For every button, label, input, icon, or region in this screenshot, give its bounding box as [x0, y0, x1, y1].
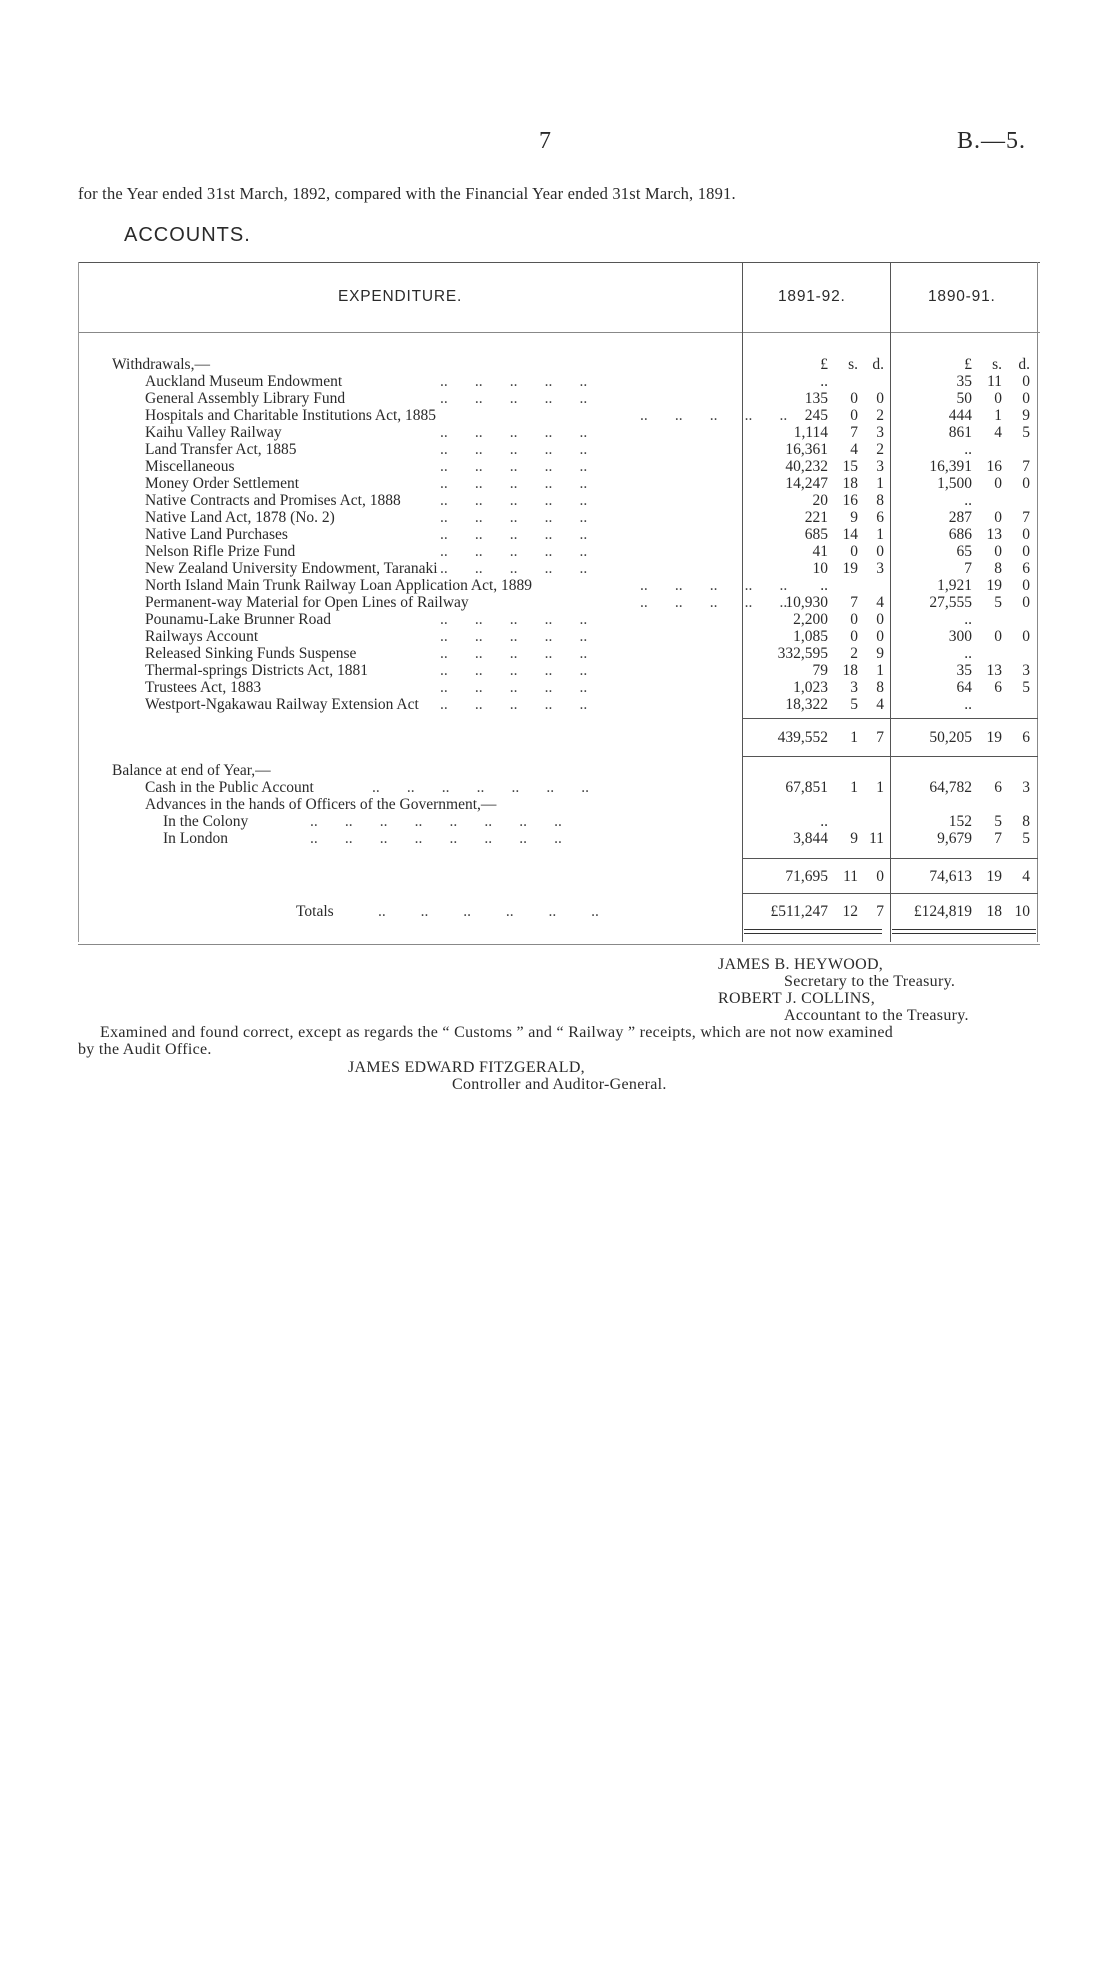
- balance-heading: Balance at end of Year,—: [112, 762, 271, 779]
- table-caption: for the Year ended 31st March, 1892, compared with the Financial Year ended 31st March, 1891.: [78, 184, 736, 203]
- cell-pence-1891: 2: [876, 407, 884, 424]
- cell-pounds-1890: 16,391: [929, 458, 972, 475]
- cell-shillings-1890: 13: [986, 662, 1002, 679]
- cell-pounds-1890: 861: [948, 424, 972, 441]
- row-label: Thermal-springs Districts Act, 1881: [145, 662, 368, 679]
- cell-pence-1891: 9: [876, 645, 884, 662]
- cell-shillings-1890: 19: [986, 577, 1002, 594]
- totals-row: [0, 903, 1114, 920]
- leader-dots: .. .. .. .. .. .. .. ..: [310, 813, 562, 830]
- advances-row: [0, 796, 1114, 813]
- pence-unit: d.: [872, 356, 884, 373]
- table-row: [0, 560, 1114, 577]
- cell-pence-1890: 5: [1022, 424, 1030, 441]
- cell-pounds-1891: 79: [812, 662, 828, 679]
- totals-top-rule: [742, 893, 1038, 894]
- cell-pounds-1890: 444: [948, 407, 972, 424]
- cell-pence-1891: 1: [876, 526, 884, 543]
- expenditure-header: EXPENDITURE.: [338, 288, 463, 305]
- cell-shillings-1891: 5: [850, 696, 858, 713]
- pound-unit: £: [820, 356, 828, 373]
- cell-pounds-1891: 41: [812, 543, 828, 560]
- subtotal-pounds-1890: 50,205: [929, 729, 972, 746]
- cell-pence-1891: 4: [876, 696, 884, 713]
- cell-pence-1890: 0: [1022, 543, 1030, 560]
- balance-shillings-1891: 11: [843, 868, 858, 885]
- row-label: North Island Main Trunk Railway Loan Application Act, 1889: [145, 577, 533, 594]
- cell-pounds-1890: 1,921: [937, 577, 972, 594]
- cell-shillings-1891: 2: [850, 645, 858, 662]
- leader-dots: .. .. .. .. ..: [640, 577, 788, 594]
- leader-dots: .. .. .. .. ..: [440, 475, 588, 492]
- leader-dots: .. .. .. .. ..: [440, 492, 588, 509]
- cell-pence-1891: 8: [876, 679, 884, 696]
- cash-label: Cash in the Public Account: [145, 779, 314, 796]
- table-row: [0, 662, 1114, 679]
- cell-pence-1891: 3: [876, 560, 884, 577]
- subtotal-shillings-1890: 19: [986, 729, 1002, 746]
- row-label: New Zealand University Endowment, Taranaki: [145, 560, 438, 577]
- totals-pence-1891: 7: [876, 903, 884, 920]
- colony-label: In the Colony: [163, 813, 249, 830]
- cash-row: [0, 779, 1114, 796]
- cell-pence-1890: 5: [1022, 679, 1030, 696]
- row-label: Pounamu-Lake Brunner Road: [145, 611, 331, 628]
- subtotal-pence-1890: 6: [1022, 729, 1030, 746]
- cell-pounds-1891: ..: [820, 577, 828, 594]
- cash-shillings-1891: 1: [850, 779, 858, 796]
- row-label: Land Transfer Act, 1885: [145, 441, 297, 458]
- cell-pence-1890: 0: [1022, 390, 1030, 407]
- table-row: [0, 407, 1114, 424]
- balance-shillings-1890: 19: [986, 868, 1002, 885]
- row-label: Nelson Rifle Prize Fund: [145, 543, 296, 560]
- leader-dots: .. .. .. .. ..: [440, 696, 588, 713]
- totals-pounds-1891: £511,247: [770, 903, 828, 920]
- cell-shillings-1890: 16: [986, 458, 1002, 475]
- subtotal-pounds-1891: 439,552: [777, 729, 828, 746]
- leader-dots: .. .. .. .. ..: [440, 390, 588, 407]
- cell-pence-1891: 4: [876, 594, 884, 611]
- cell-shillings-1890: 0: [994, 475, 1002, 492]
- cell-pounds-1891: 20: [812, 492, 828, 509]
- colony-pence-1890: 8: [1022, 813, 1030, 830]
- cell-pence-1891: 8: [876, 492, 884, 509]
- row-label: Permanent-way Material for Open Lines of Railway: [145, 594, 469, 611]
- cell-pounds-1890: 50: [956, 390, 972, 407]
- cell-pence-1890: 0: [1022, 594, 1030, 611]
- leader-dots: .. .. .. .. .. .. .. ..: [310, 830, 562, 847]
- table-row: [0, 526, 1114, 543]
- balance-subtotal-row: [0, 868, 1114, 885]
- withdrawals-subtotal-row: [0, 729, 1114, 746]
- cell-pounds-1890: 35: [956, 662, 972, 679]
- audit-note-line-1: Examined and found correct, except as regards the “ Customs ” and “ Railway ” receipts, which are not now examined: [100, 1024, 894, 1041]
- subtotal-rule: [742, 718, 1038, 719]
- london-shillings-1890: 7: [994, 830, 1002, 847]
- cell-shillings-1891: 16: [842, 492, 858, 509]
- row-label: Native Land Purchases: [145, 526, 288, 543]
- cell-shillings-1891: 7: [850, 424, 858, 441]
- cell-pounds-1890: ..: [964, 696, 972, 713]
- cell-pence-1891: 2: [876, 441, 884, 458]
- row-label: Railways Account: [145, 628, 259, 645]
- cell-pence-1890: 0: [1022, 475, 1030, 492]
- leader-dots: .. .. .. .. ..: [440, 509, 588, 526]
- cell-shillings-1890: 0: [994, 628, 1002, 645]
- cash-pounds-1891: 67,851: [785, 779, 828, 796]
- cell-pence-1891: 6: [876, 509, 884, 526]
- cell-pounds-1891: 2,200: [793, 611, 828, 628]
- cell-pence-1890: 0: [1022, 373, 1030, 390]
- table-row: [0, 390, 1114, 407]
- colony-row: [0, 813, 1114, 830]
- balance-pounds-1891: 71,695: [785, 868, 828, 885]
- colony-pounds-1890: 152: [948, 813, 972, 830]
- row-label: Trustees Act, 1883: [145, 679, 262, 696]
- row-label: Native Contracts and Promises Act, 1888: [145, 492, 401, 509]
- subtotal-bottom-rule: [742, 756, 1038, 757]
- balance-pence-1891: 0: [876, 868, 884, 885]
- london-pence-1891: 11: [869, 830, 884, 847]
- leader-dots: .. .. .. .. ..: [440, 560, 588, 577]
- leader-dots: .. .. .. .. ..: [440, 645, 588, 662]
- table-row: [0, 696, 1114, 713]
- row-label: Kaihu Valley Railway: [145, 424, 282, 441]
- totals-label: Totals: [296, 903, 334, 920]
- row-label: Hospitals and Charitable Institutions Act, 1885: [145, 407, 437, 424]
- leader-dots: .. .. .. .. ..: [640, 407, 788, 424]
- cell-shillings-1890: 0: [994, 509, 1002, 526]
- cell-pounds-1890: 27,555: [929, 594, 972, 611]
- subtotal-pence-1891: 7: [876, 729, 884, 746]
- cell-pence-1891: 3: [876, 458, 884, 475]
- section-title: ACCOUNTS.: [124, 224, 251, 246]
- table-bottom-rule: [78, 944, 1040, 945]
- cell-shillings-1891: 0: [850, 407, 858, 424]
- leader-dots: .. .. .. .. ..: [440, 679, 588, 696]
- leader-dots: .. .. .. .. ..: [440, 373, 588, 390]
- cell-shillings-1891: 0: [850, 543, 858, 560]
- table-row: [0, 628, 1114, 645]
- signatory-2-title: Accountant to the Treasury.: [784, 1007, 969, 1024]
- cell-shillings-1890: 5: [994, 594, 1002, 611]
- cell-shillings-1890: 6: [994, 679, 1002, 696]
- cell-pence-1891: 1: [876, 475, 884, 492]
- balance-heading-row: [0, 762, 1114, 779]
- leader-dots: .. .. .. .. ..: [440, 662, 588, 679]
- cell-pence-1890: 7: [1022, 509, 1030, 526]
- table-top-rule: [78, 262, 1040, 263]
- cell-pence-1890: 0: [1022, 628, 1030, 645]
- cell-shillings-1891: 18: [842, 662, 858, 679]
- table-row: [0, 594, 1114, 611]
- cell-pounds-1890: 1,500: [937, 475, 972, 492]
- table-row: [0, 441, 1114, 458]
- cell-pence-1891: 0: [876, 543, 884, 560]
- cell-shillings-1891: 18: [842, 475, 858, 492]
- row-label: Released Sinking Funds Suspense: [145, 645, 357, 662]
- document-reference: B.—5.: [956, 128, 1026, 154]
- leader-dots: .. .. .. .. ..: [640, 594, 788, 611]
- unit-header-row: [0, 356, 1114, 373]
- cell-pounds-1890: 287: [948, 509, 972, 526]
- year-1891-92-header: 1891-92.: [778, 288, 846, 305]
- cell-shillings-1890: 4: [994, 424, 1002, 441]
- year-1890-91-header: 1890-91.: [928, 288, 996, 305]
- cell-pounds-1891: 14,247: [785, 475, 828, 492]
- cell-pence-1891: 0: [876, 628, 884, 645]
- row-label: General Assembly Library Fund: [145, 390, 346, 407]
- table-row: [0, 543, 1114, 560]
- totals-shillings-1890: 18: [986, 903, 1002, 920]
- cell-pence-1890: 6: [1022, 560, 1030, 577]
- cell-shillings-1891: 14: [842, 526, 858, 543]
- balance-subtotal-rule: [742, 858, 1038, 859]
- table-row: [0, 458, 1114, 475]
- cell-pounds-1891: 16,361: [785, 441, 828, 458]
- cell-pounds-1890: ..: [964, 441, 972, 458]
- subtotal-shillings-1891: 1: [850, 729, 858, 746]
- shilling-unit: s.: [848, 356, 858, 373]
- london-pence-1890: 5: [1022, 830, 1030, 847]
- row-label: Money Order Settlement: [145, 475, 300, 492]
- cell-pounds-1890: 64: [956, 679, 972, 696]
- cell-pounds-1891: 10,930: [785, 594, 828, 611]
- cell-pounds-1890: ..: [964, 645, 972, 662]
- cell-pence-1890: 3: [1022, 662, 1030, 679]
- cell-pounds-1890: ..: [964, 492, 972, 509]
- cell-pence-1890: 0: [1022, 526, 1030, 543]
- signatory-1-title: Secretary to the Treasury.: [784, 973, 956, 990]
- signatory-1-name: JAMES B. HEYWOOD,: [718, 956, 884, 973]
- pence-unit: d.: [1018, 356, 1030, 373]
- cell-pounds-1891: 1,114: [793, 424, 828, 441]
- table-row: [0, 424, 1114, 441]
- table-row: [0, 492, 1114, 509]
- leader-dots: .. .. .. .. ..: [440, 526, 588, 543]
- balance-pence-1890: 4: [1022, 868, 1030, 885]
- cell-pounds-1891: 245: [804, 407, 828, 424]
- leader-dots: .. .. .. .. ..: [440, 628, 588, 645]
- leader-dots: .. .. .. .. ..: [440, 441, 588, 458]
- cell-pounds-1890: 686: [948, 526, 972, 543]
- cell-pounds-1891: 685: [804, 526, 828, 543]
- balance-pounds-1890: 74,613: [929, 868, 972, 885]
- cell-pounds-1891: ..: [820, 373, 828, 390]
- cell-pence-1891: 3: [876, 424, 884, 441]
- london-shillings-1891: 9: [850, 830, 858, 847]
- row-label: Auckland Museum Endowment: [145, 373, 343, 390]
- row-label: Miscellaneous: [145, 458, 235, 475]
- withdrawals-heading: Withdrawals,—: [112, 356, 210, 373]
- row-label: Native Land Act, 1878 (No. 2): [145, 509, 335, 526]
- totals-pounds-1890: £124,819: [913, 903, 972, 920]
- colony-pounds-1891: ..: [820, 813, 828, 830]
- cell-pounds-1891: 1,085: [793, 628, 828, 645]
- cell-shillings-1891: 3: [850, 679, 858, 696]
- cash-shillings-1890: 6: [994, 779, 1002, 796]
- cell-shillings-1890: 11: [987, 373, 1002, 390]
- header-bottom-rule: [78, 332, 1040, 333]
- cell-pounds-1891: 332,595: [777, 645, 828, 662]
- cell-shillings-1891: 0: [850, 611, 858, 628]
- cell-shillings-1891: 19: [842, 560, 858, 577]
- cell-pence-1890: 0: [1022, 577, 1030, 594]
- cell-shillings-1891: 4: [850, 441, 858, 458]
- cell-shillings-1890: 0: [994, 390, 1002, 407]
- cell-shillings-1891: 0: [850, 390, 858, 407]
- totals-shillings-1891: 12: [842, 903, 858, 920]
- cell-pence-1891: 0: [876, 611, 884, 628]
- cash-pence-1891: 1: [876, 779, 884, 796]
- cell-pounds-1891: 40,232: [785, 458, 828, 475]
- cell-shillings-1891: 7: [850, 594, 858, 611]
- table-row: [0, 373, 1114, 390]
- cell-pounds-1890: ..: [964, 611, 972, 628]
- table-row: [0, 679, 1114, 696]
- table-row: [0, 577, 1114, 594]
- table-row: [0, 611, 1114, 628]
- cell-pence-1891: 0: [876, 390, 884, 407]
- leader-dots: .. .. .. .. ..: [440, 458, 588, 475]
- signatory-3-name: JAMES EDWARD FITZGERALD,: [348, 1059, 585, 1076]
- leader-dots: .. .. .. .. ..: [440, 543, 588, 560]
- london-pounds-1891: 3,844: [793, 830, 828, 847]
- cell-shillings-1891: 15: [842, 458, 858, 475]
- cell-shillings-1890: 1: [994, 407, 1002, 424]
- table-row: [0, 509, 1114, 526]
- cell-pence-1890: 7: [1022, 458, 1030, 475]
- advances-label: Advances in the hands of Officers of the Government,—: [145, 796, 497, 813]
- london-pounds-1890: 9,679: [937, 830, 972, 847]
- cell-shillings-1890: 13: [986, 526, 1002, 543]
- table-row: [0, 475, 1114, 492]
- leader-dots: .. .. .. .. ..: [440, 424, 588, 441]
- page-number: 7: [539, 128, 551, 154]
- leader-dots: .. .. .. .. .. ..: [378, 903, 599, 920]
- totals-double-rule-1890: [892, 929, 1036, 934]
- london-row: [0, 830, 1114, 847]
- leader-dots: .. .. .. .. ..: [440, 611, 588, 628]
- cell-shillings-1891: 0: [850, 628, 858, 645]
- cell-shillings-1891: 9: [850, 509, 858, 526]
- cell-pounds-1891: 10: [812, 560, 828, 577]
- cash-pence-1890: 3: [1022, 779, 1030, 796]
- audit-note-line-2: by the Audit Office.: [78, 1041, 212, 1058]
- leader-dots: .. .. .. .. .. .. ..: [372, 779, 589, 796]
- shilling-unit: s.: [992, 356, 1002, 373]
- cell-pounds-1890: 300: [948, 628, 972, 645]
- colony-shillings-1890: 5: [994, 813, 1002, 830]
- cell-pounds-1890: 65: [956, 543, 972, 560]
- signatory-3-title: Controller and Auditor-General.: [452, 1076, 667, 1093]
- london-label: In London: [163, 830, 229, 847]
- cell-pounds-1891: 1,023: [793, 679, 828, 696]
- table-row: [0, 645, 1114, 662]
- cell-pence-1891: 1: [876, 662, 884, 679]
- totals-double-rule-1891: [744, 929, 882, 934]
- row-label: Westport-Ngakawau Railway Extension Act: [145, 696, 419, 713]
- cash-pounds-1890: 64,782: [929, 779, 972, 796]
- cell-pounds-1891: 135: [804, 390, 828, 407]
- cell-pence-1890: 9: [1022, 407, 1030, 424]
- cell-pounds-1891: 18,322: [785, 696, 828, 713]
- pound-unit: £: [964, 356, 972, 373]
- cell-pounds-1890: 7: [964, 560, 972, 577]
- totals-pence-1890: 10: [1014, 903, 1030, 920]
- signatory-2-name: ROBERT J. COLLINS,: [718, 990, 876, 1007]
- cell-pounds-1890: 35: [956, 373, 972, 390]
- cell-pounds-1891: 221: [804, 509, 828, 526]
- cell-shillings-1890: 0: [994, 543, 1002, 560]
- cell-shillings-1890: 8: [994, 560, 1002, 577]
